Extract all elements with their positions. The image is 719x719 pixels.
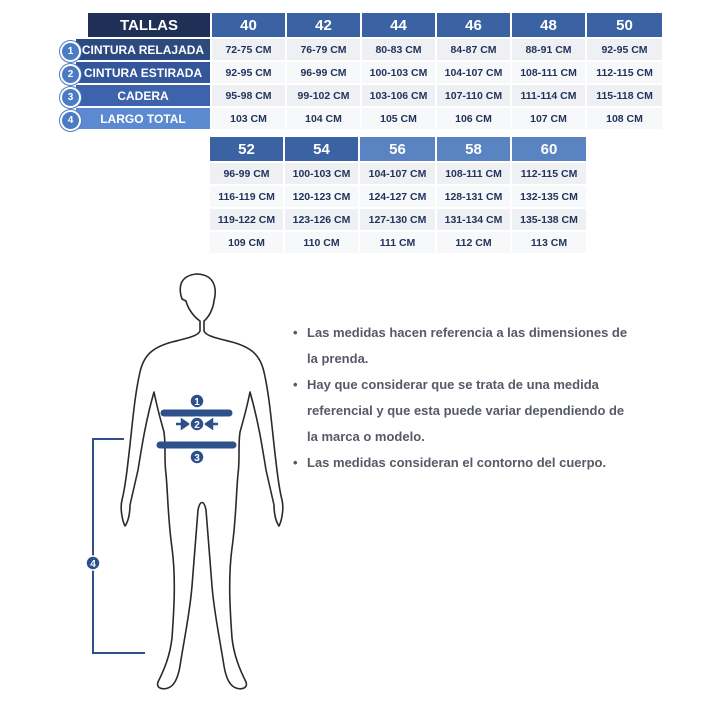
marker-label: 2 — [194, 420, 200, 431]
size-header: 50 — [587, 13, 662, 37]
marker-1 — [190, 394, 204, 408]
row-number-badge: 3 — [60, 87, 81, 108]
table-cell: 110 CM — [285, 232, 358, 253]
table-cell: 76-79 CM — [287, 39, 360, 60]
table-cell: 113 CM — [512, 232, 586, 253]
row-number-badge: 1 — [60, 41, 81, 62]
table-cell: 80-83 CM — [362, 39, 435, 60]
table-cell: 131-134 CM — [437, 209, 510, 230]
size-header: 40 — [212, 13, 285, 37]
table-cell: 92-95 CM — [587, 39, 662, 60]
row-label-text: CINTURA RELAJADA — [81, 42, 205, 57]
table-cell: 116-119 CM — [210, 186, 283, 207]
table-cell: 112-115 CM — [587, 62, 662, 83]
size-header: 42 — [287, 13, 360, 37]
row-label-text: CINTURA ESTIRADA — [83, 65, 203, 80]
table-cell: 72-75 CM — [212, 39, 285, 60]
size-header: 48 — [512, 13, 585, 37]
note-item: • Hay que considerar que se trata de una medida referencial y que esta puede variar dependiendo de la marca o modelo. — [293, 372, 638, 450]
table-cell: 119-122 CM — [210, 209, 283, 230]
table-cell: 123-126 CM — [285, 209, 358, 230]
table-cell: 88-91 CM — [512, 39, 585, 60]
table-cell: 95-98 CM — [212, 85, 285, 106]
size-header: 58 — [437, 137, 510, 161]
size-header: 52 — [210, 137, 283, 161]
body-silhouette — [121, 274, 283, 689]
table-cell: 107-110 CM — [437, 85, 510, 106]
table-cell: 100-103 CM — [362, 62, 435, 83]
size-header: 56 — [360, 137, 435, 161]
table-cell: 112 CM — [437, 232, 510, 253]
table-cell: 103-106 CM — [362, 85, 435, 106]
table-cell: 108-111 CM — [437, 163, 510, 184]
table-cell: 108-111 CM — [512, 62, 585, 83]
tallas-header: TALLAS — [88, 13, 210, 37]
table-cell: 108 CM — [587, 108, 662, 129]
table-cell: 106 CM — [437, 108, 510, 129]
table-cell: 135-138 CM — [512, 209, 586, 230]
marker-label: 3 — [194, 453, 200, 464]
table-cell: 105 CM — [362, 108, 435, 129]
table-cell: 103 CM — [212, 108, 285, 129]
table-cell: 124-127 CM — [360, 186, 435, 207]
size-header: 44 — [362, 13, 435, 37]
table-cell: 132-135 CM — [512, 186, 586, 207]
row-label-text: LARGO TOTAL — [100, 111, 186, 126]
size-header: 60 — [512, 137, 586, 161]
table-cell: 96-99 CM — [287, 62, 360, 83]
size-header: 54 — [285, 137, 358, 161]
marker-label: 4 — [90, 559, 96, 570]
table-cell: 112-115 CM — [512, 163, 586, 184]
table-cell: 100-103 CM — [285, 163, 358, 184]
table-cell: 120-123 CM — [285, 186, 358, 207]
table-cell: 127-130 CM — [360, 209, 435, 230]
table-cell: 111-114 CM — [512, 85, 585, 106]
table-cell: 96-99 CM — [210, 163, 283, 184]
notes-list — [293, 320, 638, 476]
table-cell: 92-95 CM — [212, 62, 285, 83]
row-number-badge: 2 — [60, 64, 81, 85]
table-cell: 84-87 CM — [437, 39, 510, 60]
marker-2 — [190, 417, 204, 431]
table-cell: 128-131 CM — [437, 186, 510, 207]
row-label-text: CADERA — [117, 88, 169, 103]
marker-4 — [86, 556, 100, 570]
table-cell: 111 CM — [360, 232, 435, 253]
table-cell: 115-118 CM — [587, 85, 662, 106]
marker-3 — [190, 450, 204, 464]
note-item: • Las medidas consideran el contorno del cuerpo. — [293, 450, 638, 476]
size-header: 46 — [437, 13, 510, 37]
table-cell: 104-107 CM — [437, 62, 510, 83]
table-cell: 99-102 CM — [287, 85, 360, 106]
table-cell: 104-107 CM — [360, 163, 435, 184]
table-cell: 104 CM — [287, 108, 360, 129]
row-number-badge: 4 — [60, 110, 81, 131]
note-item: • Las medidas hacen referencia a las dimensiones de la prenda. — [293, 320, 638, 372]
table-cell: 109 CM — [210, 232, 283, 253]
marker-label: 1 — [194, 397, 200, 408]
table-cell: 107 CM — [512, 108, 585, 129]
